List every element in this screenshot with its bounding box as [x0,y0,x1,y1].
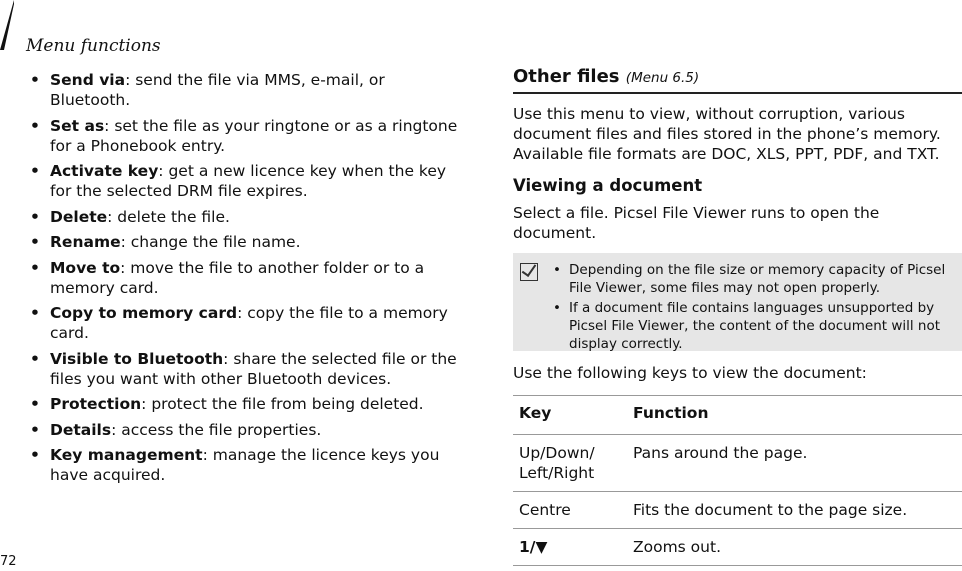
checkmark-icon [520,263,538,281]
list-item: • Rename: change the file name. [30,233,301,251]
function-cell: Pans around the page. [627,435,962,492]
list-item: • Set as: set the file as your ringtone or as a ringtone for a Phonebook entry. [30,116,458,155]
function-cell: Fits the document to the page size. [627,492,962,529]
note-box [513,253,962,351]
keys-intro: Use the following keys to view the document: [513,364,867,382]
keys-table [513,395,962,566]
key-cell: 1/▼ [513,529,627,566]
list-item: • Key management: manage the licence keys you have acquired. [30,446,440,484]
note-item: • Depending on the file size or memory capacity of Picsel File Viewer, some files may not open properly. [553,262,946,296]
key-cell: Centre [513,492,627,529]
list-item: • Activate key: get a new licence key when the key for the selected DRM file expires. [30,162,447,200]
header-function: Function [627,396,962,435]
section-title: Menu functions [26,36,161,56]
select-paragraph: Select a file. Picsel File Viewer runs to open the document. [513,204,880,242]
table-header-row [513,396,962,435]
subheading: Viewing a document [513,176,703,195]
list-item: • Protection: protect the file from being deleted. [30,395,424,413]
page-number: 72 [0,554,17,569]
key-cell: Up/Down/ Left/Right [513,435,627,492]
option-list [26,70,466,485]
section-heading [513,66,962,94]
header-key: Key [513,396,627,435]
intro-paragraph: Use this menu to view, without corruption, various document files and files stored in the phone’s memory. Available file formats are DOC, XLS, PPT, PDF, and TXT. [513,105,941,163]
menu-reference: (Menu 6.5) [625,70,700,86]
list-item: • Send via: send the file via MMS, e-mail, or Bluetooth. [30,71,385,109]
list-item: • Move to: move the file to another folder or to a memory card. [30,258,425,297]
table-row [513,435,962,492]
heading-text: Other files [513,66,620,87]
list-item: • Copy to memory card: copy the file to a memory card. [30,304,448,342]
left-column [26,70,466,491]
list-item: • Delete: delete the file. [30,207,230,226]
list-item: • Details: access the file properties. [30,420,322,439]
note-item: • If a document file contains languages unsupported by Picsel File Viewer, the content of the document will not display correctly. [553,300,941,352]
table-row [513,529,962,566]
header-bar [0,0,14,50]
table-row [513,492,962,529]
right-column [513,66,962,566]
list-item: • Visible to Bluetooth: share the selected file or the files you want with other Bluetooth devices. [30,349,457,388]
function-cell: Zooms out. [627,529,962,566]
